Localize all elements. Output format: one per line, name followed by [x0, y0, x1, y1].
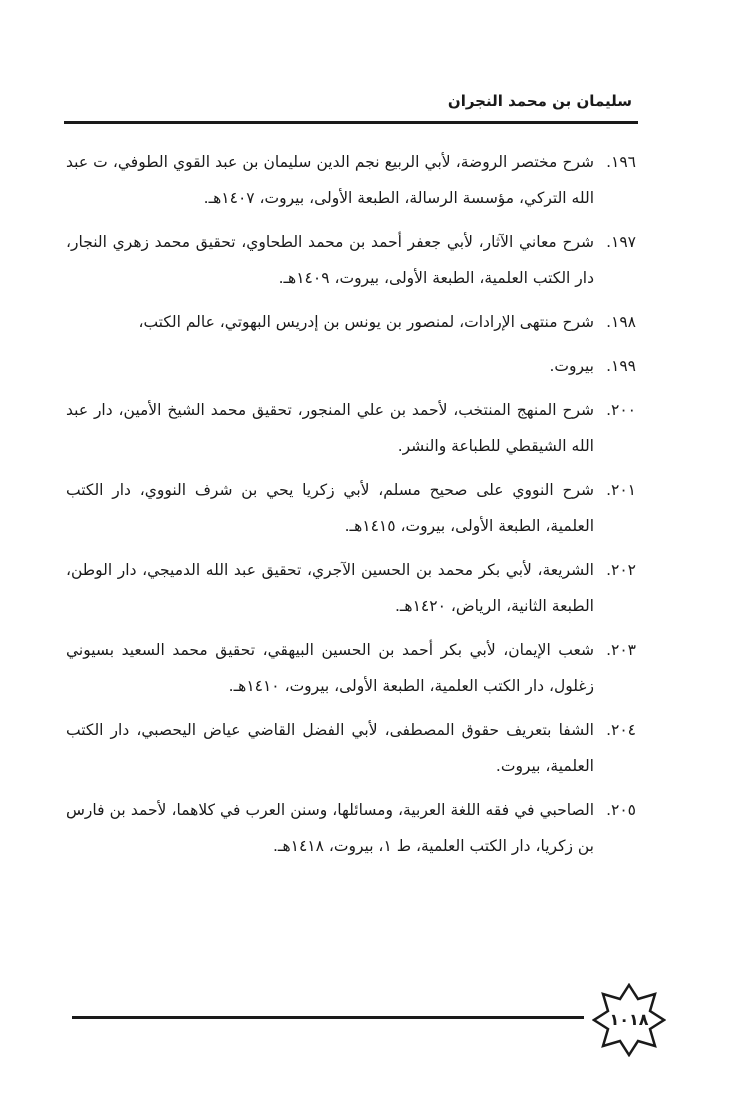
entry-number: ٢٠٤. [606, 721, 636, 739]
bibliography-entry [66, 348, 636, 384]
bibliography-entry [66, 392, 636, 464]
bibliography-entry [66, 792, 636, 864]
bibliography-entry [66, 144, 636, 216]
entry-text: شرح منتهى الإرادات، لمنصور بن يونس بن إدريس البهوتي، عالم الكتب، [138, 313, 594, 331]
entry-number: ١٩٦. [606, 153, 636, 171]
bibliography-list [66, 144, 636, 872]
page-number: ١٠١٨ [609, 1010, 649, 1029]
entry-number: ١٩٨. [606, 313, 636, 331]
entry-text: الشريعة، لأبي بكر محمد بن الحسين الآجري، تحقيق عبد الله الدميجي، دار الوطن، الطبعة الثانية، الرياض، ١٤٢٠هـ. [66, 561, 594, 615]
entry-text: شعب الإيمان، لأبي بكر أحمد بن الحسين البيهقي، تحقيق محمد السعيد بسيوني زغلول، دار الكتب العلمية، الطبعة الأولى، بيروت، ١٤١٠هـ. [66, 641, 594, 695]
bibliography-entry [66, 632, 636, 704]
running-header-title: سليمان بن محمد النجران [447, 92, 632, 110]
entry-text: شرح مختصر الروضة، لأبي الربيع نجم الدين سليمان بن عبد القوي الطوفي، ت عبد الله التركي، مؤسسة الرسالة، الطبعة الأولى، بيروت، ١٤٠٧هـ. [66, 153, 594, 207]
bibliography-entry [66, 552, 636, 624]
header-rule [64, 121, 638, 124]
entry-text: بيروت. [549, 357, 594, 375]
bibliography-entry [66, 472, 636, 544]
entry-number: ١٩٧. [606, 233, 636, 251]
entry-text: الصاحبي في فقه اللغة العربية، ومسائلها، وسنن العرب في كلاهما، لأحمد بن فارس بن زكريا، دار الكتب العلمية، ط ١، بيروت، ١٤١٨هـ. [66, 801, 594, 855]
entry-text: الشفا بتعريف حقوق المصطفى، لأبي الفضل القاضي عياض اليحصبي، دار الكتب العلمية، بيروت. [66, 721, 594, 775]
bibliography-entry [66, 712, 636, 784]
bibliography-entry [66, 304, 636, 340]
bibliography-entry [66, 224, 636, 296]
entry-text: شرح النووي على صحيح مسلم، لأبي زكريا يحي بن شرف النووي، دار الكتب العلمية، الطبعة الأولى، بيروت، ١٤١٥هـ. [66, 481, 594, 535]
entry-text: شرح معاني الآثار، لأبي جعفر أحمد بن محمد الطحاوي، تحقيق محمد زهري النجار، دار الكتب العلمية، الطبعة الأولى، بيروت، ١٤٠٩هـ. [66, 233, 594, 287]
footer-rule [72, 1016, 584, 1019]
entry-number: ٢٠١. [606, 481, 636, 499]
page-number-badge [592, 983, 666, 1057]
entry-text: شرح المنهج المنتخب، لأحمد بن علي المنجور، تحقيق محمد الشيخ الأمين، دار عبد الله الشيقطي للطباعة والنشر. [66, 401, 594, 455]
entry-number: ٢٠٥. [606, 801, 636, 819]
entry-number: ١٩٩. [606, 357, 636, 375]
entry-number: ٢٠٣. [606, 641, 636, 659]
entry-number: ٢٠٠. [606, 401, 636, 419]
entry-number: ٢٠٢. [606, 561, 636, 579]
